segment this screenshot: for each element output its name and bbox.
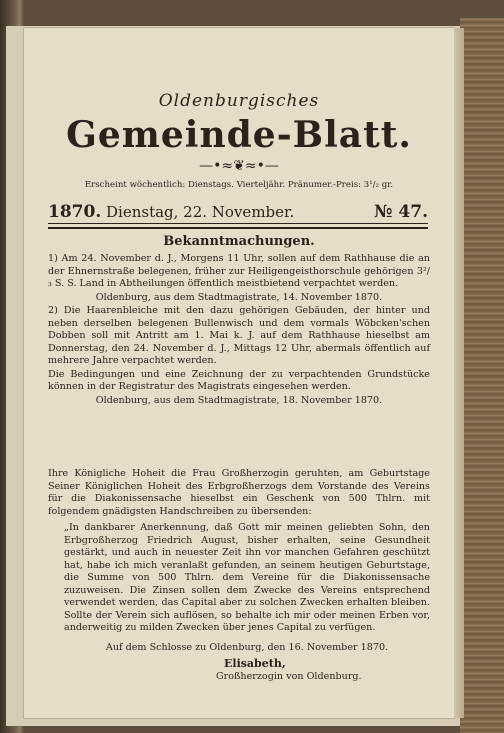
issue-year: 1870. [48, 202, 102, 222]
divider-rule [48, 223, 428, 224]
dateline [48, 202, 428, 222]
masthead-title: Gemeinde-Blatt. [66, 114, 412, 156]
signature-name: Elisabeth, [224, 657, 286, 670]
notice-signoff: Oldenburg, aus dem Stadtmagistrate, 14. November 1870. [95, 291, 383, 303]
notices [48, 253, 430, 408]
newspaper-page [24, 28, 454, 718]
section-heading: Bekanntmachungen. [163, 234, 315, 249]
masthead-subtitle: Oldenburgisches [158, 91, 320, 111]
announcement: Ihre Königliche Hoheit die Frau Großherzogin geruhten, am Geburtstage Seiner Königlichen Hoheit des Erbgroßherzogs dem Vorstande des Vereins für die Diakonissensache hieselbst ein Geschenk von 500 Thlrn. mit folgendem gnädigsten Handschreiben zu übersenden: [48, 468, 430, 517]
book-spine [460, 18, 504, 733]
letter-text: „In dankbarer Anerkennung, daß Gott mir meinen geliebten Sohn, den Erbgroßherzog Friedrich August, bisher erhalten, seine Gesundheit gestärkt, und auch in neuester Zeit ihn vor manchen Gefahren geschützt hat, habe ich mich veranlaßt gefunden, an seinem heutigen Geburtstage, die Summe von 500 Thlrn. dem Vereine für die Diakonissensache zuzuweisen. Die Zinsen sollen dem Zwecke des Vereins entsprechend verwendet werden, das Capital aber zu solchen Zwecken erhalten bleiben. Sollte der Verein sich auflösen, so behalte ich mir oder meinen Erben vor, anderweitig zu milden Zwecken über jenes Capital zu verfügen. [64, 522, 430, 633]
notice-paragraph: Die Bedingungen und eine Zeichnung der zu verpachtenden Grundstücke können in der Registratur des Magistrats eingesehen werden. [48, 368, 430, 392]
publication-info: Erscheint wöchentlich: Dienstags. Vierteljähr. Pränumer.-Preis: 3¹/₂ gr. [84, 180, 394, 190]
notice-paragraph: 2) Die Haarenbleiche mit den dazu gehörigen Gebäuden, der hinter und neben derselben belegenen Bullenwisch und dem vormals Wöbcken'schen Dobben soll mit Antritt am 1. Mai k. J. auf dem Rathhause hieselbst am Donnerstag, den 24. November d. J., Mittags 12 Uhr, abermals öffentlich auf mehrere Jahre verpachtet werden. [48, 305, 430, 366]
notice-paragraph: 1) Am 24. November d. J., Morgens 11 Uhr, sollen auf dem Rathhause die an der Ehnernstraße belegenen, früher zur Heiligengeisthorschule gehörigen 3²/₃ S. S. Land in Abtheilungen öffentlich meistbietend verpachtet werden. [48, 253, 430, 289]
signature-title: Großherzogin von Oldenburg. [216, 671, 362, 682]
page-edge [454, 28, 464, 718]
issue-date: Dienstag, 22. November. [106, 203, 295, 221]
ornament-divider: —•≈❦≈•— [199, 158, 279, 174]
notice-signoff: Oldenburg, aus dem Stadtmagistrate, 18. November 1870. [95, 394, 383, 406]
divider-rule-thick [48, 227, 428, 229]
issue-number: № 47. [374, 202, 428, 222]
letter-signoff: Auf dem Schlosse zu Oldenburg, den 16. November 1870. [105, 642, 389, 653]
